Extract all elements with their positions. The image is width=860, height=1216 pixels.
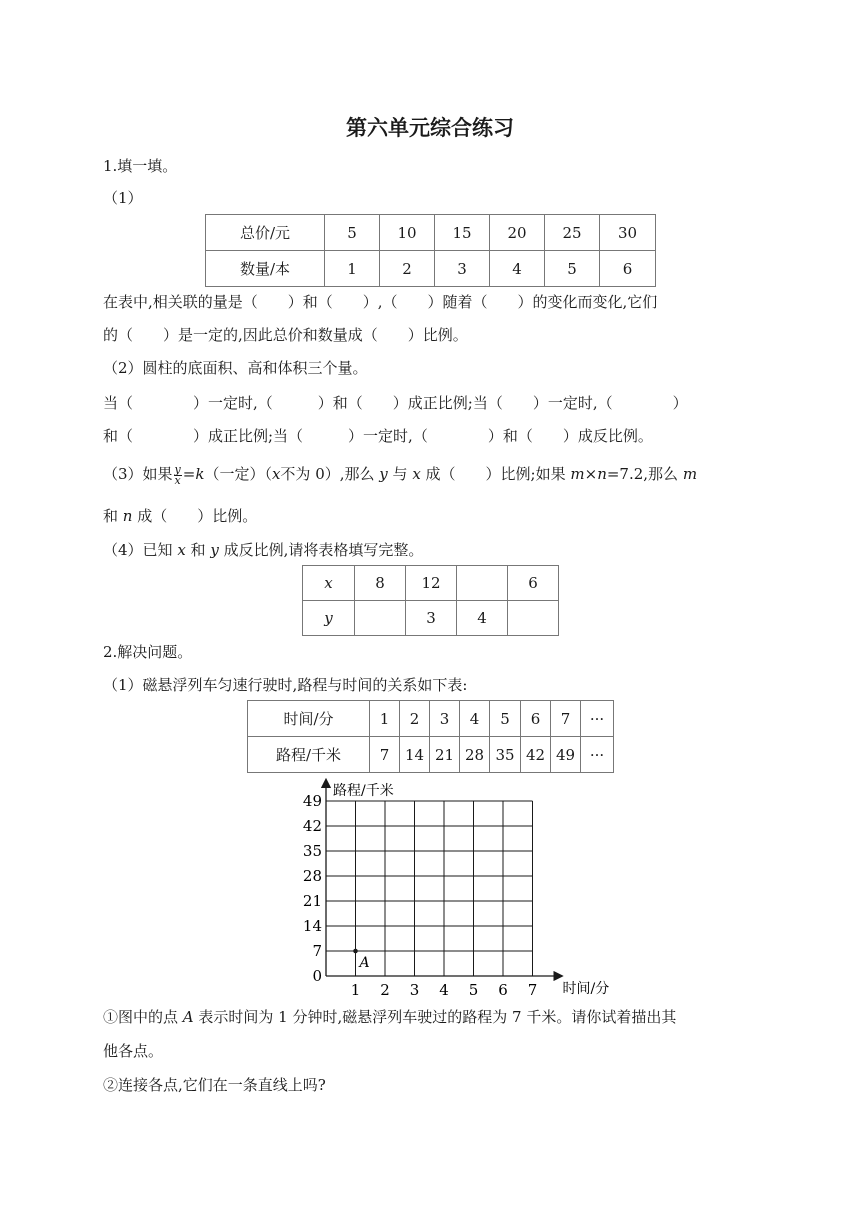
- table-row-header: y: [303, 601, 355, 636]
- table-cell: 8: [355, 566, 406, 601]
- variable: x: [177, 541, 186, 559]
- point-label: A: [182, 1008, 194, 1026]
- text: 不为 0）,那么: [280, 465, 380, 483]
- question-2-1-sub-1-line-1: [103, 1006, 676, 1028]
- text: =: [182, 465, 196, 483]
- point-label: A: [359, 955, 370, 971]
- question-2-1-line: （1）磁悬浮列车匀速行驶时,路程与时间的关系如下表:: [103, 676, 468, 694]
- x-tick-label: 5: [468, 981, 479, 999]
- table-row-header: 时间/分: [248, 701, 370, 737]
- variable: m: [570, 465, 585, 483]
- question-2-1-sub-2: ②连接各点,它们在一条直线上吗?: [103, 1076, 326, 1094]
- variable: y: [379, 465, 388, 483]
- text: 与: [387, 465, 413, 483]
- table-row: [206, 215, 656, 251]
- y-tick-label: 7: [312, 942, 322, 960]
- variable: x: [412, 465, 421, 483]
- text: （一定）（: [204, 465, 272, 483]
- question-2-1-sub-1-line-2: 他各点。: [103, 1042, 164, 1060]
- variable: n: [122, 507, 133, 525]
- x-tick-label: 3: [409, 981, 420, 999]
- table-cell: [355, 601, 406, 636]
- table-cell: [457, 566, 508, 601]
- x-tick-label: 7: [527, 981, 538, 999]
- table-row-header: 数量/本: [206, 251, 325, 287]
- text: =7.2,那么: [606, 465, 683, 483]
- text: ①图中的点: [103, 1008, 183, 1026]
- table-row: [303, 601, 559, 636]
- x-axis-title: 时间/分: [562, 981, 610, 997]
- text: （4）已知: [103, 541, 178, 559]
- y-tick-label: 14: [302, 917, 322, 935]
- distance-time-chart: [260, 780, 610, 1000]
- fraction-numerator: y: [174, 462, 181, 476]
- table-cell: 21: [430, 737, 460, 773]
- variable: y: [210, 541, 219, 559]
- table-cell: 12: [406, 566, 457, 601]
- y-tick-label: 28: [302, 867, 322, 885]
- question-1-4-line: [103, 539, 423, 561]
- y-tick-label: 21: [302, 892, 322, 910]
- table-cell: 7: [551, 701, 581, 737]
- table-cell: 6: [508, 566, 559, 601]
- table-cell: 10: [380, 215, 435, 251]
- variable: x: [271, 465, 281, 483]
- table-cell: 4: [490, 251, 545, 287]
- question-1-2-line-3: 和（ ）成正比例;当（ ）一定时,（ ）和（ ）成反比例。: [103, 427, 653, 445]
- question-1-1-label: （1）: [103, 189, 143, 207]
- table-cell: ···: [581, 701, 614, 737]
- table-row: [248, 737, 614, 773]
- data-point: [353, 949, 358, 954]
- x-tick-label: 2: [380, 981, 390, 999]
- y-tick-label: 49: [302, 792, 322, 810]
- table-row-header: x: [303, 566, 355, 601]
- y-tick-label: 42: [302, 817, 322, 835]
- question-1-1-line-1: 在表中,相关联的量是（ ）和（ ）,（ ）随着（ ）的变化而变化,它们: [103, 293, 658, 311]
- y-axis-title: 路程/千米: [333, 783, 394, 799]
- table-cell: 2: [380, 251, 435, 287]
- table-row: [206, 251, 656, 287]
- table-cell: 5: [325, 215, 380, 251]
- table-row: [248, 701, 614, 737]
- table-cell: 3: [430, 701, 460, 737]
- table-cell: [508, 601, 559, 636]
- question-1-3-line-2: [103, 505, 257, 527]
- table-cell: 1: [370, 701, 400, 737]
- x-tick-label: 6: [498, 981, 508, 999]
- fraction-denominator: x: [174, 473, 181, 487]
- question-1-1-line-2: 的（ ）是一定的,因此总价和数量成（ ）比例。: [103, 326, 468, 344]
- question-2-heading: 2.解决问题。: [103, 643, 193, 661]
- table-cell: 30: [600, 215, 656, 251]
- table-cell: 20: [490, 215, 545, 251]
- question-1-2-line-1: （2）圆柱的底面积、高和体积三个量。: [103, 359, 368, 377]
- table-cell: 1: [325, 251, 380, 287]
- table-cell: 2: [400, 701, 430, 737]
- table-row-header: 路程/千米: [248, 737, 370, 773]
- inverse-proportion-table: [302, 565, 559, 636]
- text: （3）如果: [103, 465, 173, 483]
- text: 成（ ）比例;如果: [420, 465, 571, 483]
- text: 成（ ）比例。: [132, 507, 258, 525]
- table-cell: 3: [435, 251, 490, 287]
- variable: n: [597, 465, 607, 483]
- table-cell: 25: [545, 215, 600, 251]
- text: 和: [103, 507, 123, 525]
- question-1-heading: 1.填一填。: [103, 157, 178, 175]
- table-cell: 5: [545, 251, 600, 287]
- x-tick-label: 1: [350, 981, 361, 999]
- origin-label: 0: [312, 967, 322, 985]
- price-quantity-table: [205, 214, 656, 287]
- table-cell: ···: [581, 737, 614, 773]
- question-1-2-line-2: 当（ ）一定时,（ ）和（ ）成正比例;当（ ）一定时,（ ）: [103, 394, 688, 412]
- text: 表示时间为 1 分钟时,磁悬浮列车驶过的路程为 7 千米。请你试着描出其: [193, 1008, 677, 1026]
- variable: m: [682, 465, 698, 483]
- question-1-3-line-1: [103, 463, 697, 486]
- table-cell: 35: [490, 737, 521, 773]
- table-cell: 6: [521, 701, 551, 737]
- text: 和: [185, 541, 211, 559]
- x-tick-label: 4: [439, 981, 449, 999]
- table-row-header: 总价/元: [206, 215, 325, 251]
- text: ×: [584, 465, 598, 483]
- table-cell: 14: [400, 737, 430, 773]
- table-cell: 6: [600, 251, 656, 287]
- table-cell: 4: [460, 701, 490, 737]
- table-cell: 4: [457, 601, 508, 636]
- page-title: 第六单元综合练习: [346, 116, 514, 140]
- table-cell: 3: [406, 601, 457, 636]
- table-row: [303, 566, 559, 601]
- text: 成反比例,请将表格填写完整。: [218, 541, 424, 559]
- y-over-x-fraction: [174, 462, 182, 487]
- table-cell: 15: [435, 215, 490, 251]
- table-cell: 7: [370, 737, 400, 773]
- table-cell: 42: [521, 737, 551, 773]
- table-cell: 5: [490, 701, 521, 737]
- table-cell: 49: [551, 737, 581, 773]
- variable: k: [195, 465, 205, 483]
- y-tick-label: 35: [302, 842, 322, 860]
- time-distance-table: [247, 700, 614, 773]
- table-cell: 28: [460, 737, 490, 773]
